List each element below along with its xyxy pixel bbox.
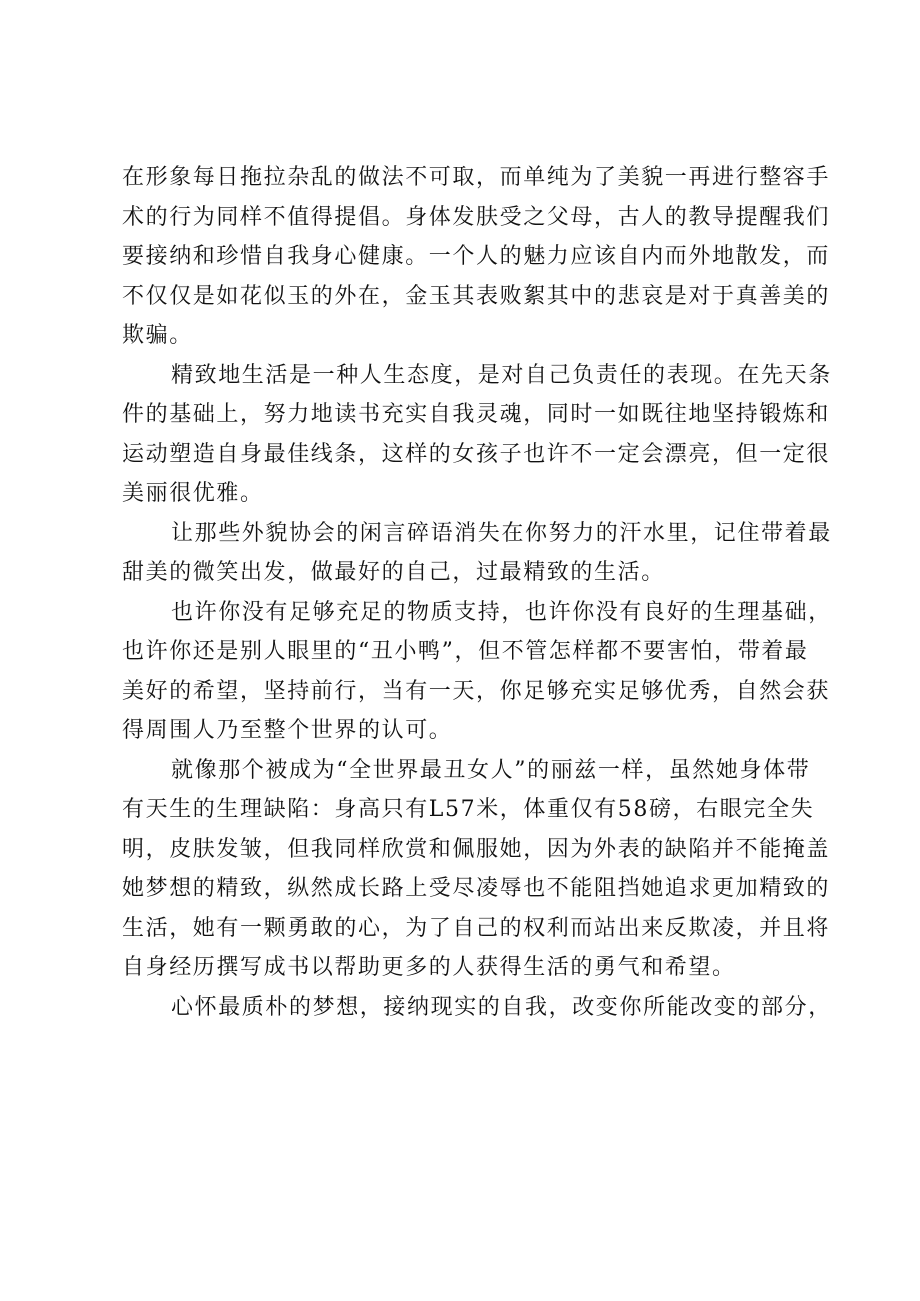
text-line: 生活，她有一颗勇敢的心，为了自己的权利而站出来反欺凌，并且将 — [122, 915, 831, 941]
text-line: 件的基础上，努力地读书充实自我灵魂，同时一如既往地坚持锻炼和 — [122, 402, 831, 427]
text-line: 也许你还是别人眼里的“丑小鸭”，但不管怎样都不要害怕，带着最 — [122, 639, 809, 664]
paragraph-start-line: 也许你没有足够充足的物质支持，也许你没有良好的生理基础， — [171, 599, 832, 625]
paragraph-start-line: 精致地生活是一种人生态度，是对自己负责任的表现。在先天条 — [171, 362, 832, 388]
text-line: 在形象每日拖拉杂乱的做法不可取，而单纯为了美貌一再进行整容手 — [122, 165, 831, 190]
text-line: 不仅仅是如花似玉的外在，金玉其表败絮其中的悲哀是对于真善美的 — [122, 283, 831, 309]
paragraph-start-line: 就像那个被成为“全世界最丑女人”的丽兹一样，虽然她身体带 — [171, 757, 811, 783]
text-line: 她梦想的精致，纵然成长路上受尽凌辱也不能阻挡她追求更加精致的 — [122, 876, 831, 901]
text-line: 术的行为同样不值得提倡。身体发肤受之父母，古人的教导提醒我们 — [122, 204, 831, 230]
text-line: 美丽很优雅。 — [122, 481, 264, 506]
text-line: 欺骗。 — [122, 323, 193, 348]
text-line: 甜美的微笑出发，做最好的自己，过最精致的生活。 — [122, 560, 665, 585]
text-line: 要接纳和珍惜自我身心健康。一个人的魅力应该自内而外地散发，而 — [122, 244, 831, 269]
text-line: 美好的希望，坚持前行，当有一天，你足够充实足够优秀，自然会获 — [122, 678, 831, 704]
text-line: 有天生的生理缺陷：身高只有L57米，体重仅有58磅，右眼完全失 — [122, 797, 815, 822]
paragraph-start-line: 让那些外貌协会的闲言碎语消失在你努力的汗水里，记住带着最 — [171, 520, 832, 546]
text-line: 明，皮肤发皱，但我同样欣赏和佩服她，因为外表的缺陷并不能掩盖 — [122, 836, 831, 862]
text-line: 自身经历撰写成书以帮助更多的人获得生活的勇气和希望。 — [122, 955, 736, 980]
article-body — [122, 158, 832, 1027]
text-line: 运动塑造自身最佳线条，这样的女孩子也许不一定会漂亮，但一定很 — [122, 441, 831, 467]
text-line: 得周围人乃至整个世界的认可。 — [122, 718, 453, 743]
paragraph-start-line: 心怀最质朴的梦想，接纳现实的自我，改变你所能改变的部分， — [171, 994, 832, 1020]
